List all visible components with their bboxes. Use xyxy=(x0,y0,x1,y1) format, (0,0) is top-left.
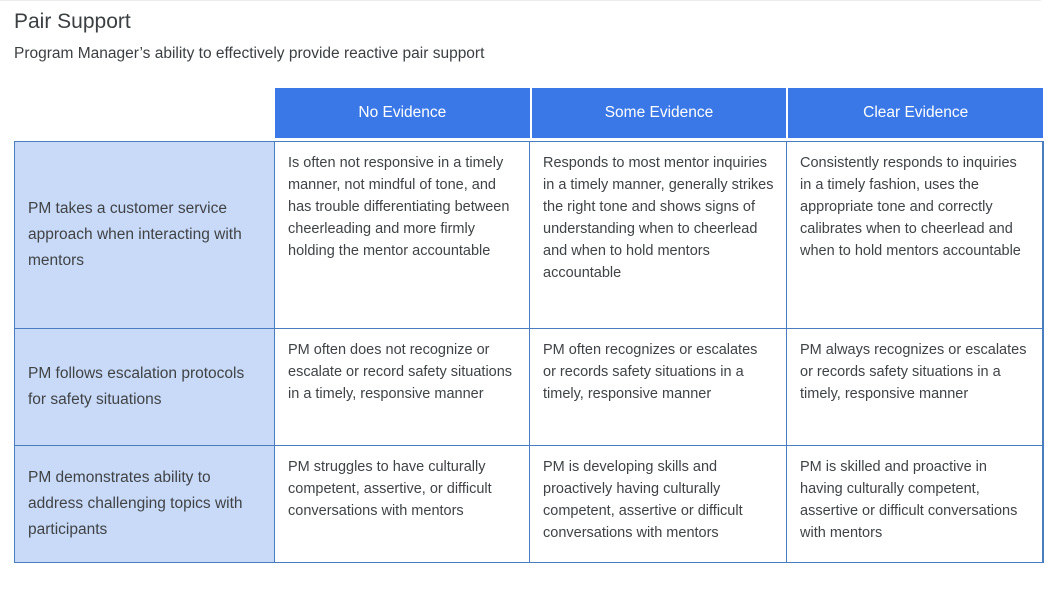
criterion-label: PM demonstrates ability to address challenging topics with participants xyxy=(28,469,243,538)
column-header-no-evidence: No Evidence xyxy=(275,88,530,138)
level-cell-some-evidence: Responds to most mentor inquiries in a timely manner, generally strikes the right tone and shows signs of understanding when to cheerlead and when to hold mentors accountable xyxy=(530,142,786,328)
level-cell-clear-evidence: PM is skilled and proactive in having culturally competent, assertive or difficult conversations with mentors xyxy=(787,446,1042,562)
level-cell-some-evidence: PM often recognizes or escalates or records safety situations in a timely, responsive manner xyxy=(530,329,786,445)
criterion-cell xyxy=(15,446,274,562)
column-header-some-evidence: Some Evidence xyxy=(532,88,787,138)
top-divider xyxy=(0,0,1041,1)
level-cell-clear-evidence: Consistently responds to inquiries in a timely fashion, uses the appropriate tone and correctly calibrates when to cheerlead and when to hold mentors accountable xyxy=(787,142,1042,328)
level-cell-no-evidence: PM struggles to have culturally competent, assertive, or difficult conversations with mentors xyxy=(275,446,529,562)
criterion-label: PM takes a customer service approach when interacting with mentors xyxy=(28,200,242,269)
rubric-table xyxy=(14,141,1044,563)
criterion-label: PM follows escalation protocols for safety situations xyxy=(28,365,245,408)
level-cell-some-evidence: PM is developing skills and proactively having culturally competent, assertive or difficult conversations with mentors xyxy=(530,446,786,562)
level-cell-clear-evidence: PM always recognizes or escalates or records safety situations in a timely, responsive manner xyxy=(787,329,1042,445)
criterion-cell xyxy=(15,142,274,328)
column-header-clear-evidence: Clear Evidence xyxy=(788,88,1043,138)
level-cell-no-evidence: PM often does not recognize or escalate or record safety situations in a timely, responsive manner xyxy=(275,329,529,445)
page-title: Pair Support xyxy=(14,10,131,33)
page-subtitle: Program Manager’s ability to effectively provide reactive pair support xyxy=(14,45,485,62)
criterion-cell xyxy=(15,329,274,445)
level-cell-no-evidence: Is often not responsive in a timely manner, not mindful of tone, and has trouble differentiating between cheerleading and more firmly holding the mentor accountable xyxy=(275,142,529,328)
rubric-header-row xyxy=(275,88,1043,138)
